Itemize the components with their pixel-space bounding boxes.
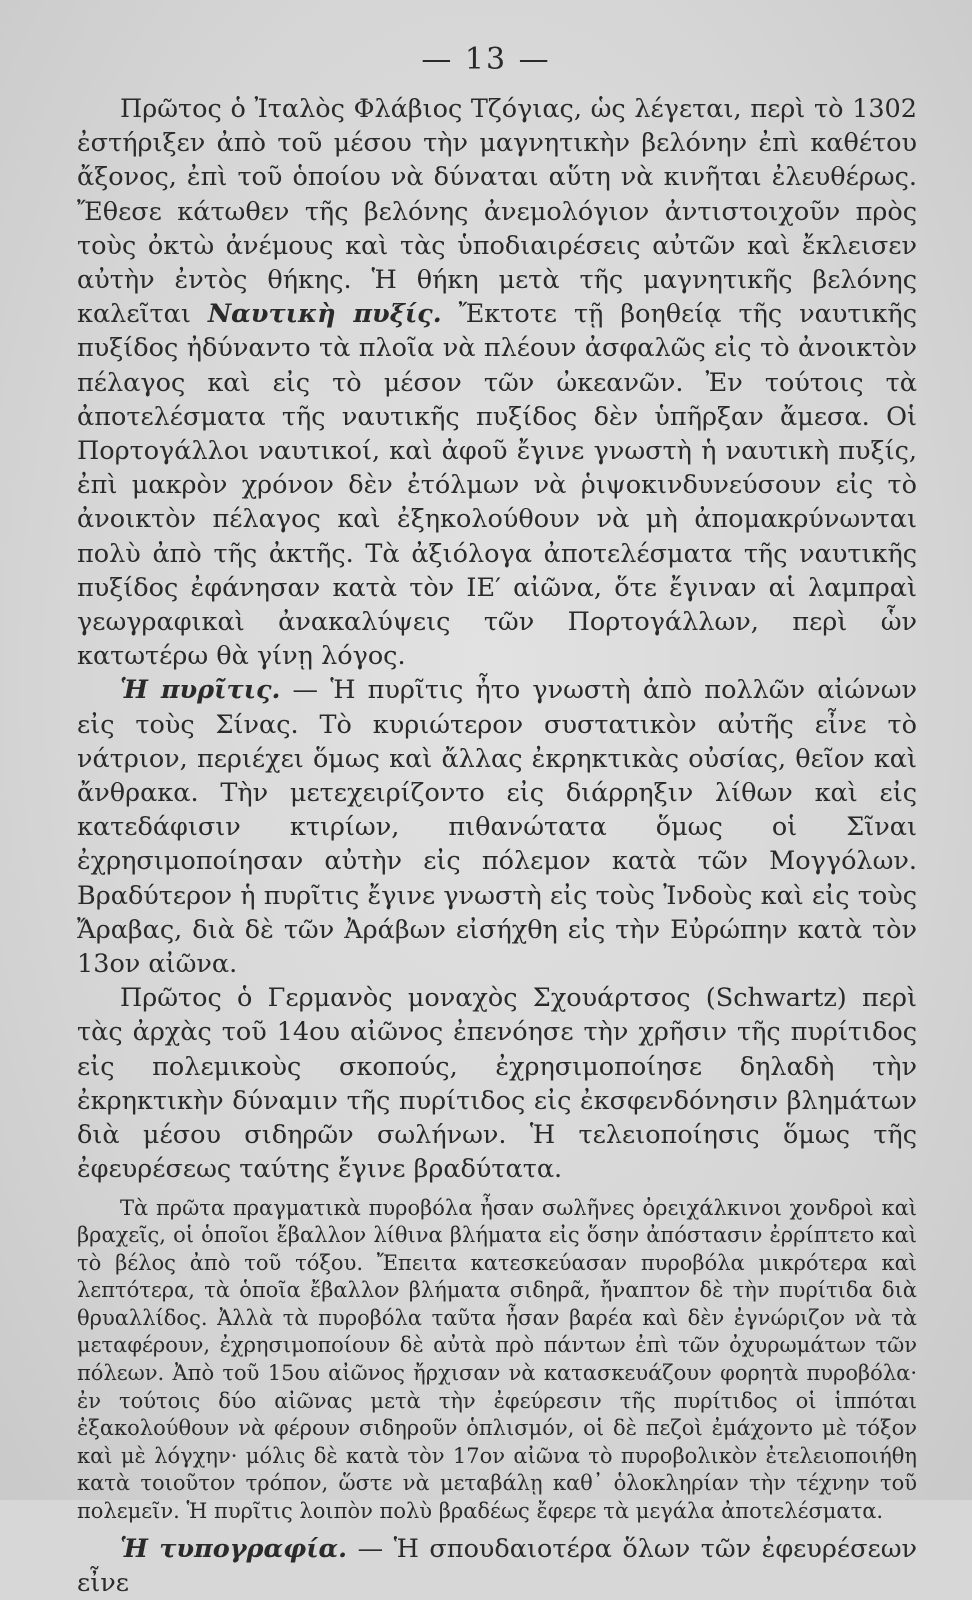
paragraph-cannons-small: Τὰ πρῶτα πραγματικὰ πυροβόλα ἦσαν σωλῆνες ὀρειχάλκινοι χονδροὶ καὶ βραχεῖς, οἱ ὁποῖοι ἔβαλλον λίθινα βλήματα εἰς ὅσην ἀπόστασιν ἐρρίπτετο καὶ τὸ βέλος ἀπὸ τοῦ τόξου. Ἔπειτα κατεσκεύασαν πυροβόλα μικρότερα καὶ λεπτότερα, τὰ ὁποῖα ἔβαλλον βλήματα σιδηρᾶ, ἤναπτον δὲ τὴν πυρίτιδα διὰ θρυαλλίδος. Ἀλλὰ τὰ πυροβόλα ταῦτα ἦσαν βαρέα καὶ δὲν ἐγνώριζον νὰ τὰ μεταφέρουν, ἐχρησιμοποίουν δὲ αὐτὰ πρὸ πάντων ἐπὶ τῶν ὀχυρωμάτων τῶν πόλεων. Ἀπὸ τοῦ 15ου αἰῶνος ἤρχισαν νὰ κατασκευάζουν φορητὰ πυροβόλα· ἐν τούτοις δύο αἰῶνας μετὰ τὴν ἐφεύρεσιν τῆς πυρίτιδος οἱ ἱππόται ἐξακολούθουν νὰ φέρουν σιδηροῦν ὁπλισμόν, οἱ δὲ πεζοὶ ἐμάχοντο μὲ τόξον καὶ μὲ λόγχην· μόλις δὲ κατὰ τὸν 17ον αἰῶνα τὸ πυροβολικὸν ἐτελειοποιήθη κατὰ τοιοῦτον τρόπον, ὥστε νὰ μεταβάλῃ καθ᾽ ὁλοκληρίαν τὴν τέχνην τοῦ πολεμεῖν. Ἡ πυρῖτις λοιπὸν πολὺ βραδέως ἔφερε τὰ μεγάλα ἀποτελέσματα. bbox=[77, 1195, 917, 1524]
printing-text: — Ἡ σπουδαιοτέρα ὅλων τῶν ἐφευρέσεων εἶνε bbox=[77, 1533, 917, 1598]
printing-heading: Ἡ τυπογραφία. bbox=[120, 1533, 348, 1564]
compass-text-b: Ἔκτοτε τῇ βοηθείᾳ τῆς ναυτικῆς πυξίδος ἠδύναντο τὰ πλοῖα νὰ πλέουν ἀσφαλῶς εἰς τὸ ἀνοικτὸν πέλαγος καὶ εἰς τὸ μέσον τῶν ὠκεανῶν. Ἐν τούτοις τὰ ἀποτελέσματα τῆς ναυτικῆς πυξίδος δὲν ὑπῆρξαν ἄμεσα. Οἱ Πορτογάλλοι ναυτικοί, καὶ ἀφοῦ ἔγινε γνωστὴ ἡ ναυτικὴ πυξίς, ἐπὶ μακρὸν χρόνον δὲν ἐτόλμων νὰ ῥιψοκινδυνεύσουν εἰς τὸ ἀνοικτὸν πέλαγος καὶ ἐξηκολούθουν νὰ μὴ ἀπομακρύνωνται πολὺ ἀπὸ τῆς ἀκτῆς. Τὰ ἀξιόλογα ἀποτελέσματα τῆς ναυτικῆς πυξίδος ἐφάνησαν κατὰ τὸν ΙΕ′ αἰῶνα, ὅτε ἔγιναν αἱ λαμπραὶ γεωγραφικαὶ ἀνακαλύψεις τῶν Πορτογάλλων, περὶ ὧν κατωτέρω θὰ γίνῃ λόγος. bbox=[77, 299, 917, 672]
compass-text-a: Πρῶτος ὁ Ἰταλὸς Φλάβιος Τζόγιας, ὡς λέγεται, περὶ τὸ 1302 ἐστήριξεν ἀπὸ τοῦ μέσου τὴν μαγνητικὴν βελόνην ἐπὶ καθέτου ἄξονος, ἐπὶ τοῦ ὁποίου νὰ δύναται αὕτη νὰ κινῆται ἐλευθέρως. Ἔθεσε κάτωθεν τῆς βελόνης ἀνεμολόγιον ἀντιστοιχοῦν πρὸς τοὺς ὀκτὼ ἀνέμους καὶ τὰς ὑποδιαιρέσεις αὐτῶν καὶ ἔκλεισεν αὐτὴν ἐντὸς θήκης. Ἡ θήκη μετὰ τῆς μαγνητικῆς βελόνης καλεῖται bbox=[77, 94, 917, 330]
page-text bbox=[77, 92, 917, 1600]
gunpowder-text: — Ἡ πυρῖτις ἦτο γνωστὴ ἀπὸ πολλῶν αἰώνων εἰς τοὺς Σίνας. Τὸ κυριώτερον συστατικὸν αὐτῆς εἶνε τὸ νάτριον, περιέχει ὅμως καὶ ἄλλας ἐκρηκτικὰς οὐσίας, θεῖον καὶ ἄνθρακα. Τὴν μετεχειρίζοντο εἰς διάρρηξιν λίθων καὶ εἰς κατεδάφισιν κτιρίων, πιθανώτατα ὅμως οἱ Σῖναι ἐχρησιμοποίησαν αὐτὴν εἰς πόλεμον κατὰ τῶν Μογγόλων. Βραδύτερον ἡ πυρῖτις ἔγινε γνωστὴ εἰς τοὺς Ἰνδοὺς καὶ εἰς τοὺς Ἄραβας, διὰ δὲ τῶν Ἀράβων εἰσήχθη εἰς τὴν Εὐρώπην κατὰ τὸν 13ον αἰῶνα. bbox=[77, 675, 917, 980]
paragraph-printing bbox=[77, 1532, 917, 1600]
gunpowder-heading: Ἡ πυρῖτις. bbox=[120, 675, 281, 706]
paragraph-schwartz: Πρῶτος ὁ Γερμανὸς μοναχὸς Σχουάρτσος (Schwartz) περὶ τὰς ἀρχὰς τοῦ 14ου αἰῶνος ἐπενόησε τὴν χρῆσιν τῆς πυρίτιδος εἰς πολεμικοὺς σκοπούς, ἐχρησιμοποίησε δηλαδὴ τὴν ἐκρηκτικὴν δύναμιν τῆς πυρίτιδος εἰς ἐκσφενδόνησιν βλημάτων διὰ μέσου σιδηρῶν σωλήνων. Ἡ τελειοποίησις ὅμως τῆς ἐφευρέσεως ταύτης ἔγινε βραδύτατα. bbox=[77, 983, 917, 1185]
paragraph-gunpowder bbox=[77, 673, 917, 981]
compass-term: Ναυτικὴ πυξίς. bbox=[207, 299, 442, 330]
page-number: — 13 — bbox=[421, 42, 551, 77]
paragraph-compass bbox=[77, 92, 917, 673]
